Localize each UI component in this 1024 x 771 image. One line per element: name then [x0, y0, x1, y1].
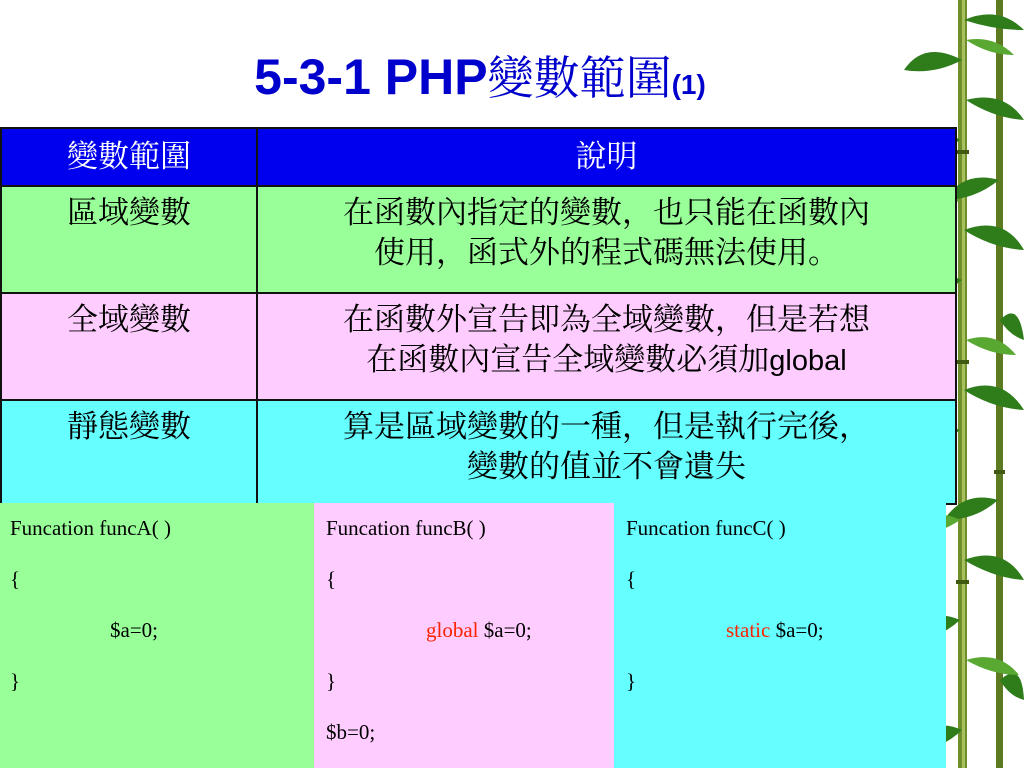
desc-line: 算是區域變數的一種，但是執行完後， [343, 409, 870, 445]
code-line: Funcation funcA( ) [10, 516, 171, 540]
code-line: { [10, 567, 21, 591]
code-line: } [626, 669, 637, 693]
code-line: $a=0; [110, 618, 158, 642]
scope-global: 全域變數 [1, 293, 257, 400]
code-box-static [614, 503, 946, 768]
code-line: } [326, 669, 337, 693]
code-line: $b=0; [326, 720, 376, 744]
code-text: $a=0; [478, 618, 532, 642]
code-line [326, 618, 614, 669]
desc-line: 在函數內宣告全域變數必須加 [366, 342, 770, 378]
title-prefix: 5-3-1 PHP [254, 49, 488, 105]
table-header-row [1, 128, 956, 186]
desc-line: 在函數外宣告即為全域變數，但是若想 [343, 302, 870, 338]
code-keyword: global [426, 618, 479, 642]
title-suffix: (1) [671, 69, 706, 100]
code-box-local [0, 503, 314, 768]
code-line: Funcation funcC( ) [626, 516, 786, 540]
scope-static: 靜態變數 [1, 400, 257, 504]
desc-line: 在函數內指定的變數，也只能在函數內 [343, 195, 870, 231]
code-line: Funcation funcB( ) [326, 516, 486, 540]
code-line: } [10, 669, 21, 693]
desc-line: 變數的值並不會遺失 [467, 449, 746, 485]
header-scope: 變數範圍 [1, 128, 257, 186]
scope-local: 區域變數 [1, 186, 257, 293]
desc-local [257, 186, 956, 293]
code-line: { [326, 567, 337, 591]
desc-static [257, 400, 956, 504]
desc-keyword: global [769, 345, 847, 377]
header-description: 說明 [257, 128, 956, 186]
code-line [626, 618, 946, 669]
code-line: { [626, 567, 637, 591]
table-row [1, 186, 956, 293]
table-row [1, 400, 956, 504]
desc-line: 使用，函式外的程式碼無法使用。 [374, 235, 839, 271]
code-keyword: static [726, 618, 771, 642]
desc-global [257, 293, 956, 400]
page-title [0, 42, 960, 108]
table-row [1, 293, 956, 400]
code-box-global [314, 503, 614, 768]
title-cjk: 變數範圍 [487, 51, 672, 105]
code-text: $a=0; [770, 618, 824, 642]
scope-table [0, 127, 957, 505]
